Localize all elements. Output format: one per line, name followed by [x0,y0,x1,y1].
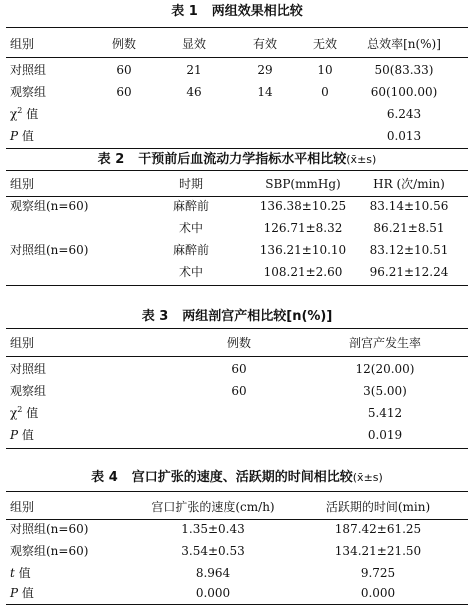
table4-bottom-rule [6,604,468,605]
table1-row2-effective: 14 [257,85,273,99]
table1-header-cases: 例数 [111,37,136,51]
table3-row2-cases: 60 [231,384,247,398]
table-row [0,380,474,402]
table1-row1-total: 50(83.33) [374,63,434,77]
table3-header-rate: 剖宫产发生率 [348,336,421,350]
table1-header-invalid: 无效 [312,37,337,51]
table2-row1-period: 麻醉前 [172,199,209,213]
table4-row2-active: 134.21±21.50 [334,544,422,558]
table2-header-period: 时期 [178,177,203,191]
table-row [0,540,474,562]
table4-title-suffix: (x̄±s) [352,471,383,484]
table2-row3-group: 对照组(n=60) [10,243,89,257]
table1-header-total: 总效率[n(%)] [367,37,441,51]
table1-row2-invalid: 0 [321,85,329,99]
table4-header-active: 活跃期的时间(min) [325,500,431,514]
table4-p-row [0,582,474,604]
table1-row2-marked: 46 [186,85,202,99]
table3-header-cases: 例数 [226,336,251,350]
table1-row1-group: 对照组 [10,63,47,77]
table1-header-marked: 显效 [181,37,206,51]
table4-row2-speed: 3.54±0.53 [181,544,245,558]
table1-row1-marked: 21 [186,63,202,77]
table1-row1-effective: 29 [257,63,273,77]
table-row [0,81,474,103]
table1-p-row [0,125,474,147]
table3-title: 两组剖宫产相比较[n(%)] [182,309,333,324]
table2-row2-hr: 86.21±8.51 [373,221,445,235]
table2-label: 表 2 [97,152,125,167]
table1-chi-label: $\chi^2$ 值 [10,106,39,121]
table2-row1-sbp: 136.38±10.25 [259,199,347,213]
table4-p-value-active: 0.000 [360,586,396,600]
table2-caption [0,152,474,168]
table2-row4-hr: 96.21±12.24 [369,265,449,279]
table3-top-rule [6,328,468,329]
table-row [0,518,474,540]
table1-top-rule [6,27,468,28]
table2-header-sbp: SBP(mmHg) [265,177,341,191]
table1-bottom-rule [6,148,468,149]
table4-label: 表 4 [91,470,118,485]
table4-t-value-speed: 8.964 [195,566,231,580]
table2-row3-sbp: 136.21±10.10 [259,243,347,257]
table1-p-label: P 值 [10,129,34,143]
table2-row4-period: 术中 [178,265,203,279]
table1-chi-row [0,103,474,125]
table3-row1-cases: 60 [231,362,247,376]
table2-row2-period: 术中 [178,221,203,235]
table3-p-label: P 值 [10,428,34,442]
table4-top-rule [6,491,468,492]
table1-caption [0,4,474,20]
table3-row2-group: 观察组 [10,384,47,398]
table1-row2-cases: 60 [116,85,132,99]
table4-row1-group: 对照组(n=60) [10,522,89,536]
table2-header-row [0,173,474,195]
table3-header-rule [6,356,468,357]
table3-row1-group: 对照组 [10,362,47,376]
table1-title: 两组效果相比较 [211,4,303,19]
table1-header-rule [6,57,468,58]
table4-row1-active: 187.42±61.25 [334,522,422,536]
table2-row1-hr: 83.14±10.56 [369,199,449,213]
table2-row3-period: 麻醉前 [172,243,209,257]
table4-t-row [0,562,474,584]
table3-p-row [0,424,474,446]
table3-bottom-rule [6,448,468,449]
table3-chi-value: 5.412 [367,406,403,420]
table1-header-row [0,33,474,55]
table1-header-group: 组别 [10,37,35,51]
table-row [0,195,474,217]
table2-row4-sbp: 108.21±2.60 [263,265,343,279]
table3-label: 表 3 [141,309,169,324]
table2-top-rule [6,170,468,171]
table4-p-value-speed: 0.000 [195,586,231,600]
table1-row2-total: 60(100.00) [370,85,438,99]
table3-row2-rate: 3(5.00) [363,384,407,398]
table1-p-value: 0.013 [386,129,422,143]
table2-header-group: 组别 [10,177,35,191]
table-row [0,261,474,283]
table1-row2-group: 观察组 [10,85,47,99]
table2-header-hr: HR (次/min) [373,177,445,191]
table1-label: 表 1 [171,4,198,19]
table2-title-suffix: (x̄±s) [346,153,377,166]
table1-row1-invalid: 10 [317,63,333,77]
table4-p-label: P 值 [10,586,34,600]
table2-bottom-rule [6,285,468,286]
table1-row1-cases: 60 [116,63,132,77]
table2-row2-sbp: 126.71±8.32 [263,221,343,235]
table4-header-speed: 宫口扩张的速度(cm/h) [151,500,275,514]
table3-caption [0,309,474,325]
table4-row2-group: 观察组(n=60) [10,544,89,558]
table4-row1-speed: 1.35±0.43 [181,522,245,536]
table1-header-effective: 有效 [252,37,277,51]
table4-t-label: t 值 [10,566,31,580]
table3-header-row [0,332,474,354]
table1-chi-value: 6.243 [386,107,422,121]
table-row [0,358,474,380]
table3-row1-rate: 12(20.00) [355,362,415,376]
table2-row1-group: 观察组(n=60) [10,199,89,213]
table3-chi-label: $\chi^2$ 值 [10,405,39,420]
table4-caption [0,470,474,486]
table4-header-row [0,496,474,518]
table3-chi-row [0,402,474,424]
table4-header-group: 组别 [10,500,35,514]
table4-title: 宫口扩张的速度、活跃期的时间相比较 [131,470,353,485]
table-row [0,217,474,239]
table-row [0,239,474,261]
table4-t-value-active: 9.725 [360,566,396,580]
table3-p-value: 0.019 [367,428,403,442]
table2-title: 干预前后血流动力学指标水平相比较 [138,152,347,167]
table-row [0,59,474,81]
table2-row3-hr: 83.12±10.51 [369,243,449,257]
table3-header-group: 组别 [10,336,35,350]
